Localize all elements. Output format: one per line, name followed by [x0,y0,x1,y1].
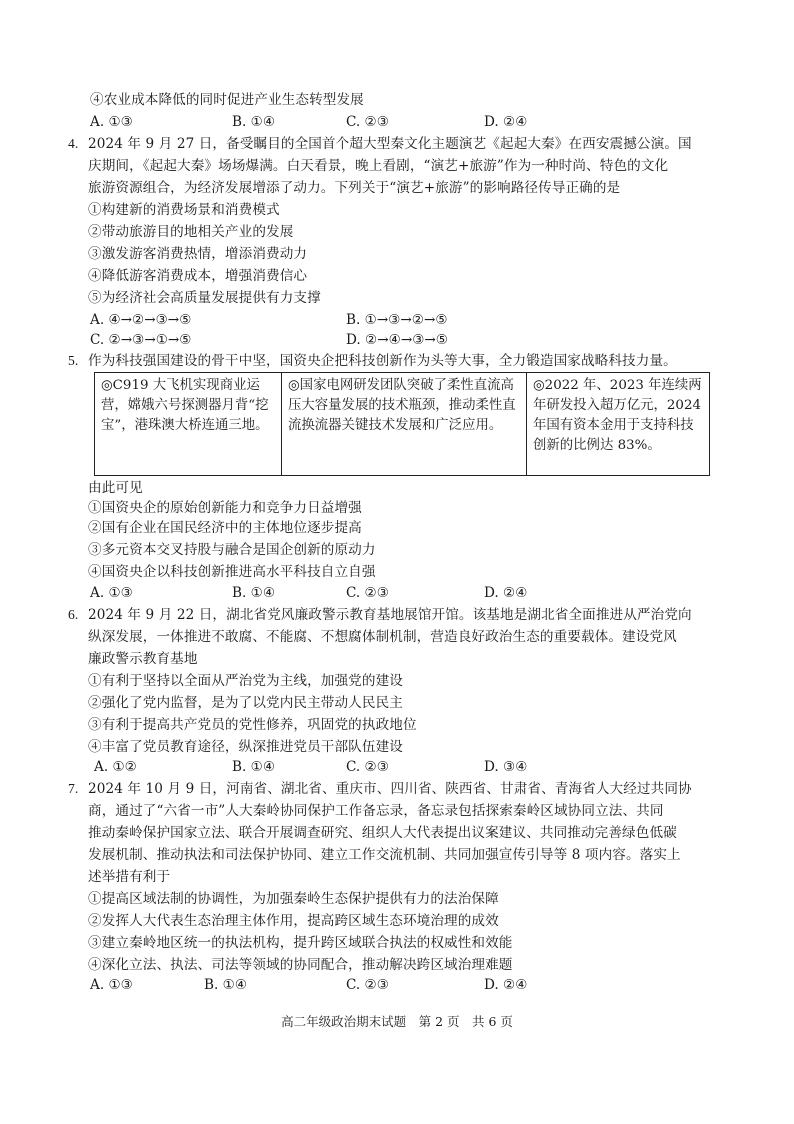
q3-option-a: A. ①③ [90,114,133,130]
q6-number: 6. [68,607,79,622]
q4-option-d: D. ②→④→③→⑤ [346,332,448,348]
q7-item-2: ②发挥人大代表生态治理主体作用，提高跨区域生态环境治理的成效 [88,913,499,929]
q4-stem-line-3: 旅游资源组合，为经济发展增添了动力。下列关于“演艺+旅游”的影响路径传导正确的是 [88,180,621,196]
q6-item-1: ①有利于坚持以全面从严治党为主线，加强党的建设 [88,673,403,689]
q5-material-table [94,372,710,476]
q5-item-1: ①国资央企的原始创新能力和竞争力日益增强 [88,500,362,516]
q7-stem-line-5: 述举措有利于 [88,869,171,885]
q7-option-c: C. ②③ [346,977,389,993]
q7-stem-line-4: 发展机制、推动执法和司法保护协同、建立工作交流机制、共同加强宣传引导等 8 项内容。落实上 [88,847,681,863]
q5-option-b: B. ①④ [232,585,276,601]
q5-option-c: C. ②③ [346,585,389,601]
q5-conclusion: 由此可见 [88,480,143,496]
q6-item-3: ③有利于提高共产党员的党性修养，巩固党的执政地位 [88,717,417,733]
q5-material-cell-3: ◎2022 年、2023 年连续两年研发投入超万亿元，2024 年国有资本金用于支持科技创新的比例达 83%。 [527,373,710,476]
q5-material-cell-1: ◎C919 大飞机实现商业运营，嫦娥六号探测器月背“挖宝”，港珠澳大桥连通三地。 [95,373,282,476]
q7-stem-line-3: 推动秦岭保护国家立法、联合开展调查研究、组织人大代表提出议案建议、共同推动完善绿色低碳 [88,825,677,841]
q7-option-d: D. ②④ [484,977,528,993]
q4-item-4: ④降低游客消费成本，增强消费信心 [88,268,308,284]
q3-item-4: ④农业成本降低的同时促进产业生态转型发展 [90,92,364,108]
q6-stem-line-1: 2024 年 9 月 22 日，湖北省党风廉政警示教育基地展馆开馆。该基地是湖北省全面推进从严治党向 [88,607,692,623]
q7-stem-line-1: 2024 年 10 月 9 日，河南省、湖北省、重庆市、四川省、陕西省、甘肃省、青海省人大经过共同协 [88,781,692,797]
q5-option-a: A. ①③ [90,585,133,601]
q4-stem-line-2: 庆期间，《起起大秦》场场爆满。白天看景，晚上看剧，“演艺+旅游”作为一种时尚、特色的文化 [88,158,669,174]
q3-option-c: C. ②③ [346,114,389,130]
q6-stem-line-2: 纵深发展，一体推进不敢腐、不能腐、不想腐体制机制，营造良好政治生态的重要载体。建设党风 [88,629,677,645]
q7-number: 7. [68,781,79,796]
q4-item-5: ⑤为经济社会高质量发展提供有力支撑 [88,290,321,306]
q3-option-d: D. ②④ [484,114,528,130]
q5-option-d: D. ②④ [484,585,528,601]
q6-option-c: C. ②③ [346,759,389,775]
q7-option-b: B. ①④ [204,977,248,993]
q3-option-b: B. ①④ [232,114,276,130]
q7-item-3: ③建立秦岭地区统一的执法机构，提升跨区域联合执法的权威性和效能 [88,935,513,951]
q4-option-c: C. ②→③→①→⑤ [90,332,192,348]
q4-stem-line-1: 2024 年 9 月 27 日，备受瞩目的全国首个超大型秦文化主题演艺《起起大秦》在西安震撼公演。国 [88,136,692,152]
q6-option-d: D. ③④ [484,759,528,775]
q4-item-3: ③激发游客消费热情，增添消费动力 [88,246,308,262]
q4-item-1: ①构建新的消费场景和消费模式 [88,202,280,218]
page-footer: 高二年级政治期末试题 第 2 页 共 6 页 [281,1014,513,1029]
q4-option-a: A. ④→②→③→⑤ [90,312,192,328]
q7-stem-line-2: 商，通过了“六省一市”人大秦岭协同保护工作备忘录，备忘录包括探索秦岭区域协同立法、共同 [88,803,664,819]
q4-number: 4. [68,136,79,151]
q5-item-3: ③多元资本交叉持股与融合是国企创新的原动力 [88,542,376,558]
q7-item-4: ④深化立法、执法、司法等领域的协同配合，推动解决跨区域治理难题 [88,957,513,973]
q5-material-cell-2: ◎国家电网研发团队突破了柔性直流高压大容量发展的技术瓶颈，推动柔性直流换流器关键技术发展和广泛应用。 [282,373,527,476]
q6-item-2: ②强化了党内监督，是为了以党内民主带动人民民主 [88,695,403,711]
q5-stem: 作为科技强国建设的骨干中坚，国资央企把科技创新作为头等大事，全力锻造国家战略科技力量。 [88,353,677,369]
q5-item-4: ④国资央企以科技创新推进高水平科技自立自强 [88,564,376,580]
q6-stem-line-3: 廉政警示教育基地 [88,651,198,667]
q4-option-b: B. ①→③→②→⑤ [346,312,448,328]
q6-option-a: A. ①② [94,759,137,775]
q4-item-2: ②带动旅游目的地相关产业的发展 [88,224,294,240]
q6-option-b: B. ①④ [232,759,276,775]
q5-item-2: ②国有企业在国民经济中的主体地位逐步提高 [88,520,362,536]
q7-item-1: ①提高区域法制的协调性，为加强秦岭生态保护提供有力的法治保障 [88,891,499,907]
q6-item-4: ④丰富了党员教育途径，纵深推进党员干部队伍建设 [88,739,403,755]
q5-number: 5. [68,353,79,368]
q7-option-a: A. ①③ [90,977,133,993]
